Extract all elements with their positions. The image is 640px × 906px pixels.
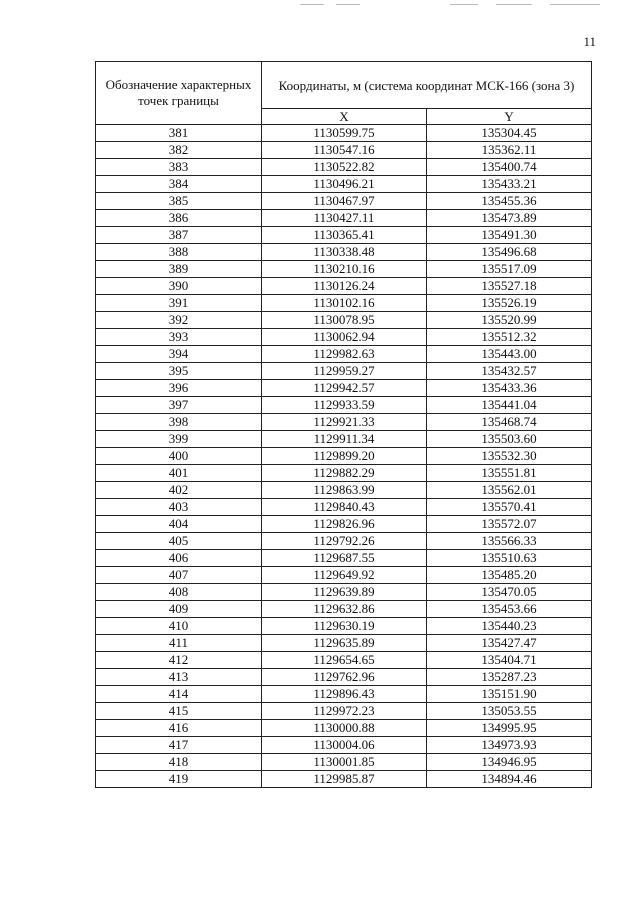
point-cell: 392	[96, 312, 262, 329]
y-cell: 135512.32	[427, 329, 592, 346]
y-cell: 135532.30	[427, 448, 592, 465]
x-cell: 1129863.99	[262, 482, 427, 499]
point-cell: 409	[96, 601, 262, 618]
y-cell: 135443.00	[427, 346, 592, 363]
point-cell: 388	[96, 244, 262, 261]
point-cell: 382	[96, 142, 262, 159]
table-row	[96, 363, 592, 380]
point-cell: 394	[96, 346, 262, 363]
y-cell: 135570.41	[427, 499, 592, 516]
x-cell: 1129632.86	[262, 601, 427, 618]
header-y: Y	[427, 109, 592, 125]
point-cell: 384	[96, 176, 262, 193]
point-cell: 413	[96, 669, 262, 686]
x-cell: 1129896.43	[262, 686, 427, 703]
table-row	[96, 618, 592, 635]
table-row	[96, 516, 592, 533]
point-cell: 407	[96, 567, 262, 584]
point-cell: 405	[96, 533, 262, 550]
x-cell: 1130547.16	[262, 142, 427, 159]
table-row	[96, 431, 592, 448]
x-cell: 1130467.97	[262, 193, 427, 210]
table-row	[96, 295, 592, 312]
table-row	[96, 448, 592, 465]
page-number: 11	[583, 34, 596, 49]
x-cell: 1129985.87	[262, 771, 427, 788]
y-cell: 135433.36	[427, 380, 592, 397]
y-cell: 134973.93	[427, 737, 592, 754]
table-row	[96, 771, 592, 788]
x-cell: 1130004.06	[262, 737, 427, 754]
table-row	[96, 550, 592, 567]
table-row	[96, 329, 592, 346]
table-row	[96, 142, 592, 159]
point-cell: 406	[96, 550, 262, 567]
table-row	[96, 312, 592, 329]
y-cell: 135304.45	[427, 125, 592, 142]
point-cell: 385	[96, 193, 262, 210]
x-cell: 1129826.96	[262, 516, 427, 533]
x-cell: 1129982.63	[262, 346, 427, 363]
header-coordinates: Координаты, м (система координат МСК-166 (зона 3)	[262, 62, 592, 109]
point-cell: 398	[96, 414, 262, 431]
point-cell: 416	[96, 720, 262, 737]
x-cell: 1130078.95	[262, 312, 427, 329]
table-row	[96, 584, 592, 601]
y-cell: 135441.04	[427, 397, 592, 414]
point-cell: 389	[96, 261, 262, 278]
point-cell: 393	[96, 329, 262, 346]
table-row	[96, 210, 592, 227]
y-cell: 135453.66	[427, 601, 592, 618]
y-cell: 135566.33	[427, 533, 592, 550]
y-cell: 135503.60	[427, 431, 592, 448]
table-row	[96, 737, 592, 754]
x-cell: 1129933.59	[262, 397, 427, 414]
x-cell: 1129792.26	[262, 533, 427, 550]
y-cell: 135526.19	[427, 295, 592, 312]
point-cell: 402	[96, 482, 262, 499]
y-cell: 135485.20	[427, 567, 592, 584]
x-cell: 1130062.94	[262, 329, 427, 346]
y-cell: 135440.23	[427, 618, 592, 635]
y-cell: 135491.30	[427, 227, 592, 244]
table-row	[96, 635, 592, 652]
x-cell: 1129840.43	[262, 499, 427, 516]
y-cell: 135496.68	[427, 244, 592, 261]
y-cell: 135287.23	[427, 669, 592, 686]
table-row	[96, 567, 592, 584]
x-cell: 1130522.82	[262, 159, 427, 176]
table-row	[96, 346, 592, 363]
y-cell: 134995.95	[427, 720, 592, 737]
point-cell: 403	[96, 499, 262, 516]
x-cell: 1130427.11	[262, 210, 427, 227]
point-cell: 381	[96, 125, 262, 142]
y-cell: 135433.21	[427, 176, 592, 193]
y-cell: 135572.07	[427, 516, 592, 533]
x-cell: 1129911.34	[262, 431, 427, 448]
header-x: X	[262, 109, 427, 125]
x-cell: 1130210.16	[262, 261, 427, 278]
point-cell: 397	[96, 397, 262, 414]
point-cell: 399	[96, 431, 262, 448]
coordinates-table	[95, 61, 592, 788]
point-cell: 418	[96, 754, 262, 771]
x-cell: 1129762.96	[262, 669, 427, 686]
table-row	[96, 380, 592, 397]
x-cell: 1129972.23	[262, 703, 427, 720]
point-cell: 391	[96, 295, 262, 312]
point-cell: 404	[96, 516, 262, 533]
x-cell: 1130338.48	[262, 244, 427, 261]
table-row	[96, 754, 592, 771]
table-row	[96, 601, 592, 618]
y-cell: 135520.99	[427, 312, 592, 329]
y-cell: 135151.90	[427, 686, 592, 703]
y-cell: 135510.63	[427, 550, 592, 567]
x-cell: 1129630.19	[262, 618, 427, 635]
table-row	[96, 499, 592, 516]
table-body	[96, 125, 592, 788]
point-cell: 390	[96, 278, 262, 295]
x-cell: 1130001.85	[262, 754, 427, 771]
table-row	[96, 193, 592, 210]
table-row	[96, 414, 592, 431]
point-cell: 410	[96, 618, 262, 635]
y-cell: 135468.74	[427, 414, 592, 431]
table-row	[96, 669, 592, 686]
table-row	[96, 159, 592, 176]
point-cell: 419	[96, 771, 262, 788]
point-cell: 417	[96, 737, 262, 754]
y-cell: 135455.36	[427, 193, 592, 210]
table-row	[96, 652, 592, 669]
header-point-designation: Обозначение характерных точек границы	[96, 62, 262, 125]
y-cell: 134894.46	[427, 771, 592, 788]
point-cell: 411	[96, 635, 262, 652]
table-row	[96, 244, 592, 261]
point-cell: 414	[96, 686, 262, 703]
table-row	[96, 720, 592, 737]
x-cell: 1130496.21	[262, 176, 427, 193]
point-cell: 395	[96, 363, 262, 380]
y-cell: 135400.74	[427, 159, 592, 176]
point-cell: 396	[96, 380, 262, 397]
x-cell: 1129649.92	[262, 567, 427, 584]
table-row	[96, 227, 592, 244]
table-row	[96, 176, 592, 193]
y-cell: 134946.95	[427, 754, 592, 771]
y-cell: 135517.09	[427, 261, 592, 278]
x-cell: 1129687.55	[262, 550, 427, 567]
table-row	[96, 703, 592, 720]
y-cell: 135053.55	[427, 703, 592, 720]
x-cell: 1130000.88	[262, 720, 427, 737]
point-cell: 386	[96, 210, 262, 227]
x-cell: 1129942.57	[262, 380, 427, 397]
y-cell: 135362.11	[427, 142, 592, 159]
y-cell: 135427.47	[427, 635, 592, 652]
table-row	[96, 278, 592, 295]
point-cell: 401	[96, 465, 262, 482]
point-cell: 408	[96, 584, 262, 601]
point-cell: 383	[96, 159, 262, 176]
y-cell: 135432.57	[427, 363, 592, 380]
x-cell: 1129959.27	[262, 363, 427, 380]
x-cell: 1129899.20	[262, 448, 427, 465]
x-cell: 1130126.24	[262, 278, 427, 295]
point-cell: 412	[96, 652, 262, 669]
table-row	[96, 482, 592, 499]
x-cell: 1130365.41	[262, 227, 427, 244]
x-cell: 1129635.89	[262, 635, 427, 652]
y-cell: 135562.01	[427, 482, 592, 499]
table-row	[96, 261, 592, 278]
point-cell: 415	[96, 703, 262, 720]
x-cell: 1129654.65	[262, 652, 427, 669]
table-row	[96, 533, 592, 550]
y-cell: 135527.18	[427, 278, 592, 295]
y-cell: 135470.05	[427, 584, 592, 601]
table-row	[96, 686, 592, 703]
x-cell: 1130599.75	[262, 125, 427, 142]
point-cell: 400	[96, 448, 262, 465]
table-row	[96, 397, 592, 414]
x-cell: 1130102.16	[262, 295, 427, 312]
x-cell: 1129921.33	[262, 414, 427, 431]
x-cell: 1129882.29	[262, 465, 427, 482]
y-cell: 135473.89	[427, 210, 592, 227]
point-cell: 387	[96, 227, 262, 244]
y-cell: 135551.81	[427, 465, 592, 482]
table-row	[96, 125, 592, 142]
x-cell: 1129639.89	[262, 584, 427, 601]
y-cell: 135404.71	[427, 652, 592, 669]
table-row	[96, 465, 592, 482]
